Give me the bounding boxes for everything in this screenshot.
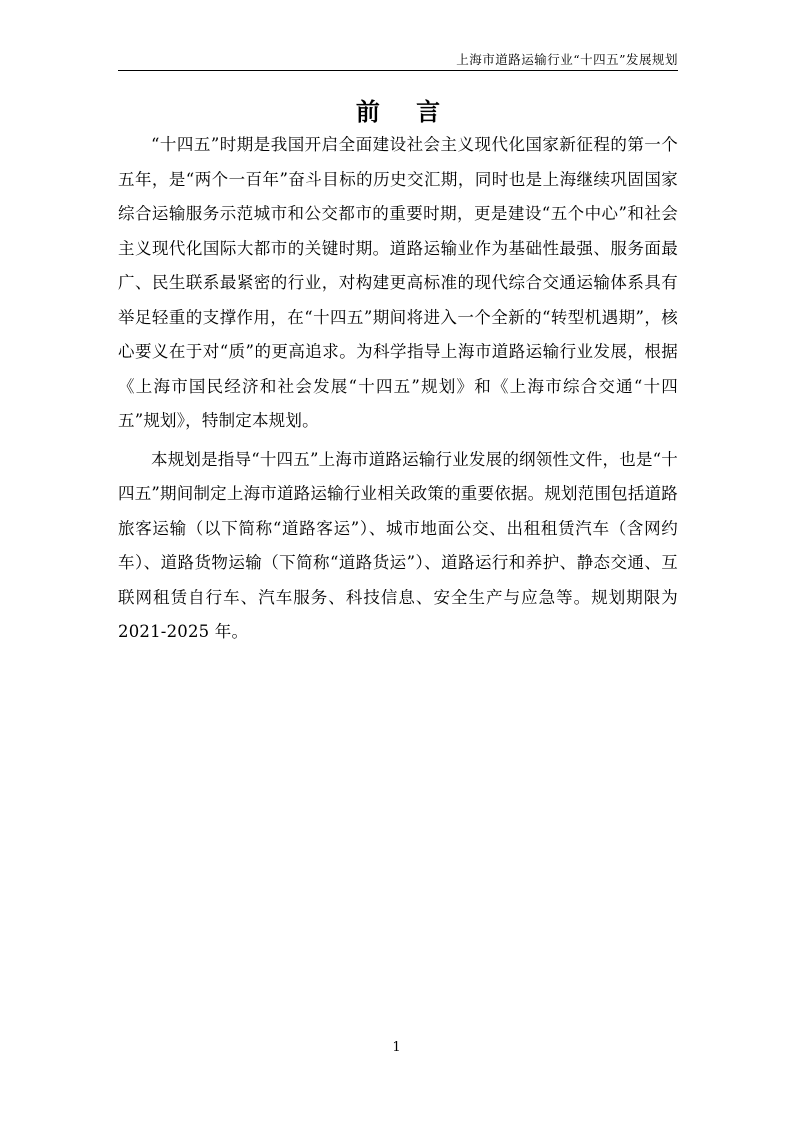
document-body [118, 128, 678, 650]
paragraph: “十四五”时期是我国开启全面建设社会主义现代化国家新征程的第一个五年，是“两个一百年”奋斗目标的历史交汇期，同时也是上海继续巩固国家综合运输服务示范城市和公交都市的重要时期，更是建设“五个中心”和社会主义现代化国际大都市的关键时期。道路运输业作为基础性最强、服务面最广、民生联系最紧密的行业，对构建更高标准的现代综合交通运输体系具有举足轻重的支撑作用，在“十四五”期间将进入一个全新的“转型机遇期”，核心要义在于对“质”的更高追求。为科学指导上海市道路运输行业发展，根据《上海市国民经济和社会发展“十四五”规划》和《上海市综合交通“十四五”规划》，特制定本规划。 [118, 135, 678, 430]
header-divider [118, 70, 678, 71]
running-header: 上海市道路运输行业“十四五”发展规划 [456, 52, 678, 67]
page-title: 前 言 [355, 97, 455, 126]
page-number: 1 [392, 1040, 401, 1055]
paragraph: 本规划是指导“十四五”上海市道路运输行业发展的纲领性文件，也是“十四五”期间制定上海市道路运输行业相关政策的重要依据。规划范围包括道路旅客运输（以下简称“道路客运”）、城市地面公交、出租租赁汽车（含网约车）、道路货物运输（下简称“道路货运”）、道路运行和养护、静态交通、互联网租赁自行车、汽车服务、科技信息、安全生产与应急等。规划期限为 2021-2025 年。 [118, 449, 678, 641]
